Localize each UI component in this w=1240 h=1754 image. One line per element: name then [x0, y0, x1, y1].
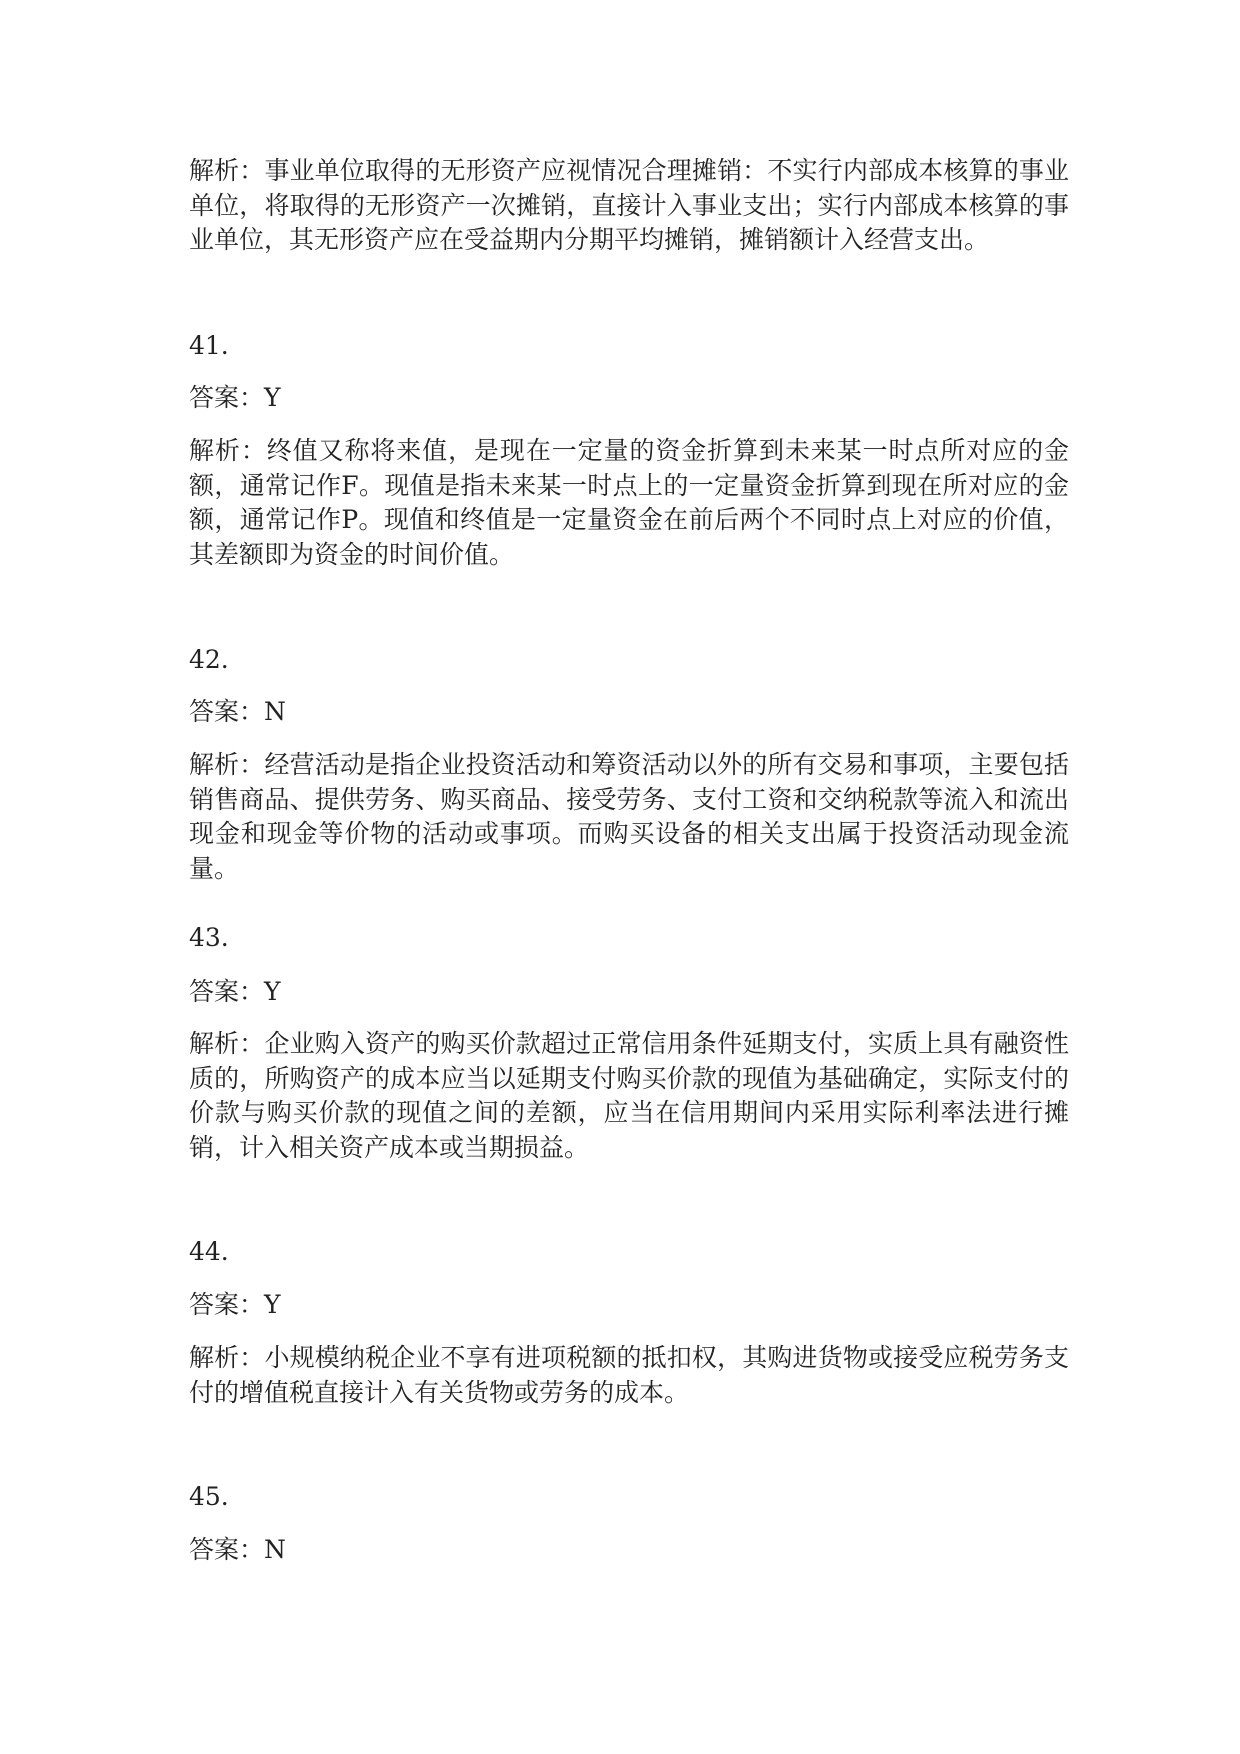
answer-41: 答案：Y [189, 383, 281, 412]
question-number-43: 43. [189, 923, 229, 952]
analysis-40: 解析：事业单位取得的无形资产应视情况合理摊销：不实行内部成本核算的事业单位，将取得的无形资产一次摊销，直接计入事业支出；实行内部成本核算的事业单位，其无形资产应在受益期内分期平均摊销，摊销额计入经营支出。 [189, 156, 1069, 254]
answer-42: 答案：N [189, 697, 286, 726]
answer-45: 答案：N [189, 1535, 286, 1564]
question-number-44: 44. [189, 1237, 229, 1266]
analysis-41: 解析：终值又称将来值，是现在一定量的资金折算到未来某一时点所对应的金额，通常记作F。现值是指未来某一时点上的一定量资金折算到现在所对应的金额，通常记作P。现值和终值是一定量资金在前后两个不同时点上对应的价值，其差额即为资金的时间价值。 [189, 436, 1069, 569]
question-number-42: 42. [189, 645, 229, 674]
answer-44: 答案：Y [189, 1290, 281, 1319]
answer-43: 答案：Y [189, 977, 281, 1006]
question-number-45: 45. [189, 1482, 229, 1511]
question-number-41: 41. [189, 331, 229, 360]
analysis-42: 解析：经营活动是指企业投资活动和筹资活动以外的所有交易和事项，主要包括销售商品、提供劳务、购买商品、接受劳务、支付工资和交纳税款等流入和流出现金和现金等价物的活动或事项。而购买设备的相关支出属于投资活动现金流量。 [189, 750, 1069, 883]
analysis-43: 解析：企业购入资产的购买价款超过正常信用条件延期支付，实质上具有融资性质的，所购资产的成本应当以延期支付购买价款的现值为基础确定，实际支付的价款与购买价款的现值之间的差额，应当在信用期间内采用实际利率法进行摊销，计入相关资产成本或当期损益。 [189, 1029, 1069, 1162]
analysis-44: 解析：小规模纳税企业不享有进项税额的抵扣权，其购进货物或接受应税劳务支付的增值税直接计入有关货物或劳务的成本。 [189, 1343, 1069, 1407]
